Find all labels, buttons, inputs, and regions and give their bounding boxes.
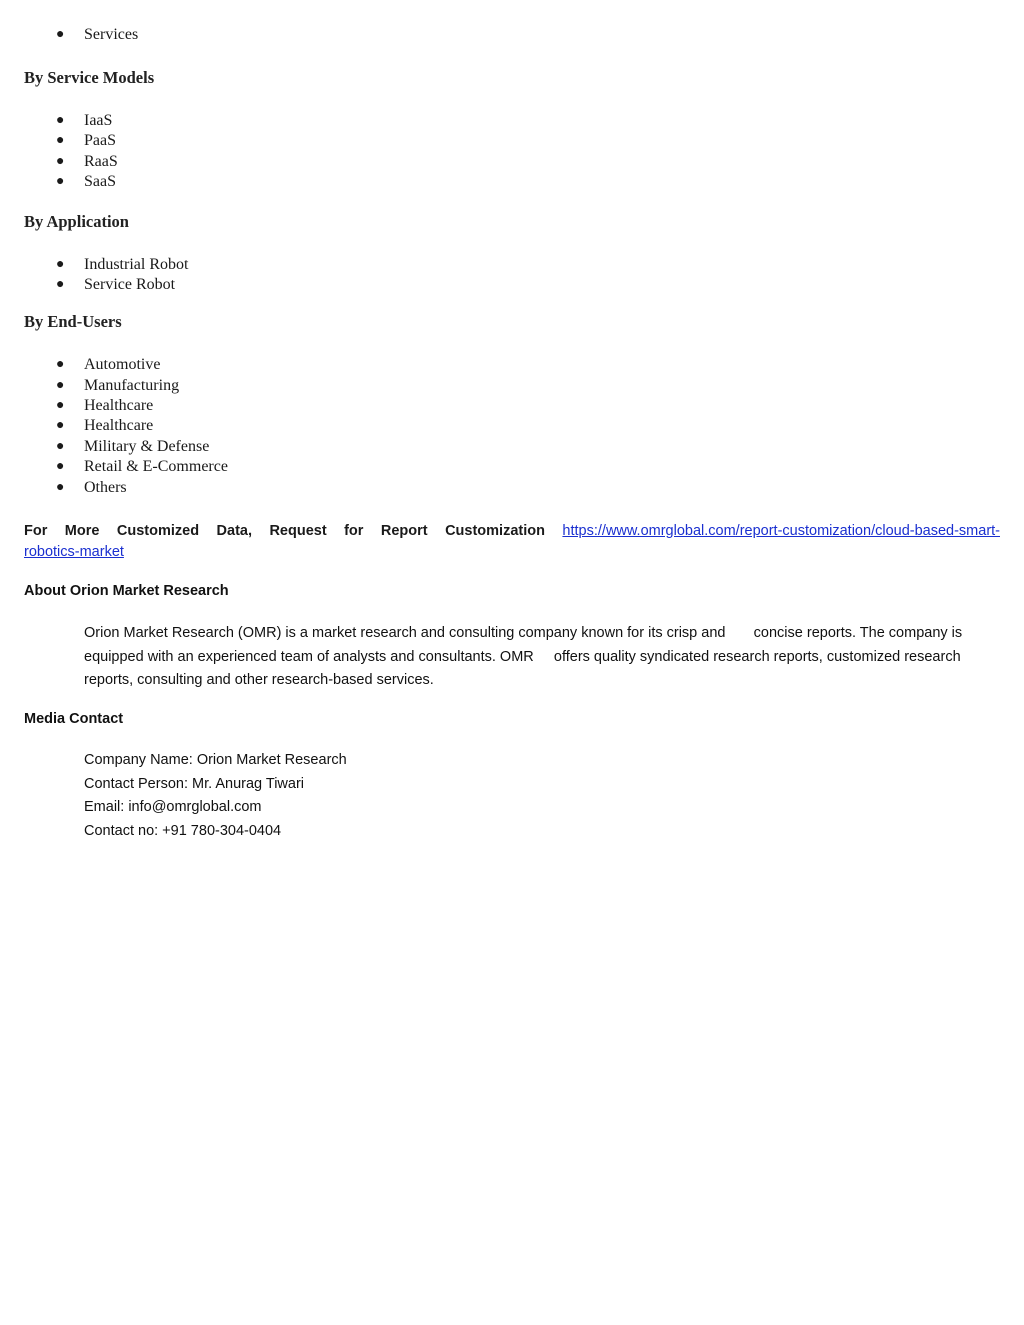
list-item-label: Service Robot	[84, 276, 176, 293]
list-item-label: Healthcare	[84, 397, 154, 414]
list-item-label: RaaS	[84, 153, 118, 170]
section-heading-end-users: By End-Users	[24, 312, 122, 331]
customization-line-2	[24, 542, 124, 563]
contact-phone: Contact no: +91 780-304-0404	[84, 823, 282, 839]
list-item-label: PaaS	[84, 132, 116, 149]
bullet-icon: ●	[56, 277, 65, 292]
bullet-icon: ●	[56, 257, 65, 272]
customization-line	[24, 521, 1000, 542]
list-item-label: Industrial Robot	[84, 256, 189, 273]
bullet-icon: ●	[56, 133, 65, 148]
bullet-icon: ●	[56, 480, 65, 495]
customization-label: For More Customized Data, Request for Report Customization	[24, 523, 545, 539]
list-item-label: Manufacturing	[84, 377, 180, 394]
contact-email: Email: info@omrglobal.com	[84, 799, 262, 815]
bullet-icon: ●	[56, 174, 65, 189]
customization-link-continued[interactable]: robotics-market	[24, 544, 124, 560]
list-item-label: Military & Defense	[84, 438, 210, 455]
section-heading-application: By Application	[24, 212, 129, 231]
section-heading-media-contact: Media Contact	[24, 711, 124, 727]
bullet-icon: ●	[56, 27, 65, 42]
bullet-icon: ●	[56, 439, 65, 454]
contact-person: Contact Person: Mr. Anurag Tiwari	[84, 776, 305, 792]
bullet-icon: ●	[56, 357, 65, 372]
list-item-label: Retail & E-Commerce	[84, 458, 228, 475]
list-item-label: Automotive	[84, 356, 161, 373]
bullet-icon: ●	[56, 113, 65, 128]
contact-company: Company Name: Orion Market Research	[84, 752, 347, 768]
bullet-icon: ●	[56, 378, 65, 393]
list-item-label: SaaS	[84, 173, 116, 190]
bullet-icon: ●	[56, 459, 65, 474]
list-item-label: Services	[84, 26, 139, 43]
list-item-label: Healthcare	[84, 417, 154, 434]
section-heading-about: About Orion Market Research	[24, 583, 229, 599]
bullet-icon: ●	[56, 418, 65, 433]
list-item-label: Others	[84, 479, 127, 496]
customization-link[interactable]: https://www.omrglobal.com/report-customization/cloud-based-smart-	[562, 523, 1000, 539]
list-item-label: IaaS	[84, 112, 113, 129]
section-heading-service-models: By Service Models	[24, 68, 155, 87]
bullet-icon: ●	[56, 398, 65, 413]
bullet-icon: ●	[56, 154, 65, 169]
about-paragraph: Orion Market Research (OMR) is a market research and consulting company known for its crisp and concise reports. The company is equipped with an experienced team of analysts and consultants. OMR offers quality syndicated research reports, customized research reports, consulting and other research-based services.	[84, 625, 967, 688]
